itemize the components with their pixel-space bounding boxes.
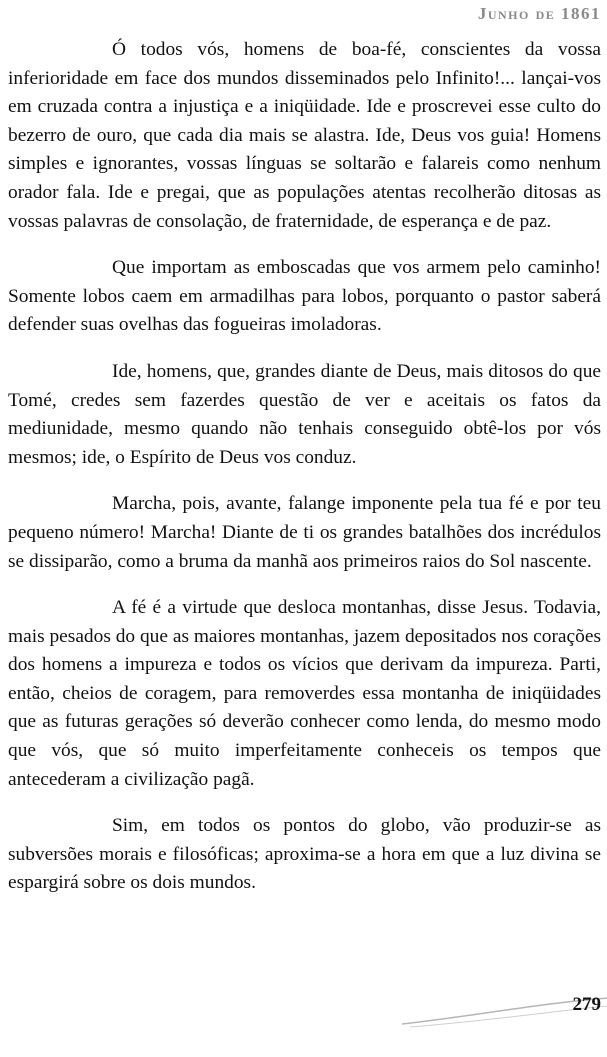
paragraph: Ide, homens, que, grandes diante de Deus, mais ditosos do que Tomé, credes sem fazerdes questão de ver e aceitais os fatos da mediunidade, mesmo quando não tenhais conseguido obtê-los por vós mesmos; ide, o Espírito de Deus vos conduz. [8, 360, 601, 468]
paragraph: Marcha, pois, avante, falange imponente pela tua fé e por teu pequeno número! Marcha! Diante de ti os grandes batalhões dos incrédulos se dissiparão, como a bruma da manhã aos primeiros raios do Sol nascente. [8, 493, 601, 572]
paragraph: Ó todos vós, homens de boa-fé, conscientes da vossa inferioridade em face dos mundos disseminados pelo Infinito!... lançai-vos em cruzada contra a injustiça e a iniqüidade. Ide e proscrevei esse culto do bezerro de ouro, que cada dia mais se alastra. Ide, Deus vos guia! Homens simples e ignorantes, vossas línguas se soltarão e falareis como nenhum orador fala. Ide e pregai, que as populações atentas recolherão ditosas as vossas palavras de consolação, de fraternidade, de esperança e de paz. [8, 39, 601, 232]
running-header: Junho de 1861 [477, 4, 601, 23]
body-text [8, 36, 601, 916]
page-number: 279 [572, 994, 601, 1015]
paragraph: A fé é a virtude que desloca montanhas, disse Jesus. Todavia, mais pesados do que as maiores montanhas, jazem depositados nos corações dos homens a impureza e todos os vícios que derivam da impureza. Parti, então, cheios de coragem, para removerdes essa montanha de iniqüidades que as futuras gerações só deverão conhecer como lenda, do mesmo modo que vós, que só muito imperfeitamente conheceis os tempos que antecederam a civilização pagã. [8, 597, 601, 790]
paragraph: Sim, em todos os pontos do globo, vão produzir-se as subversões morais e filosóficas; aproxima-se a hora em que a luz divina se espargirá sobre os dois mundos. [8, 815, 601, 894]
paragraph: Que importam as emboscadas que vos armem pelo caminho! Somente lobos caem em armadilhas para lobos, porquanto o pastor saberá defender suas ovelhas das fogueiras imoladoras. [8, 257, 601, 336]
